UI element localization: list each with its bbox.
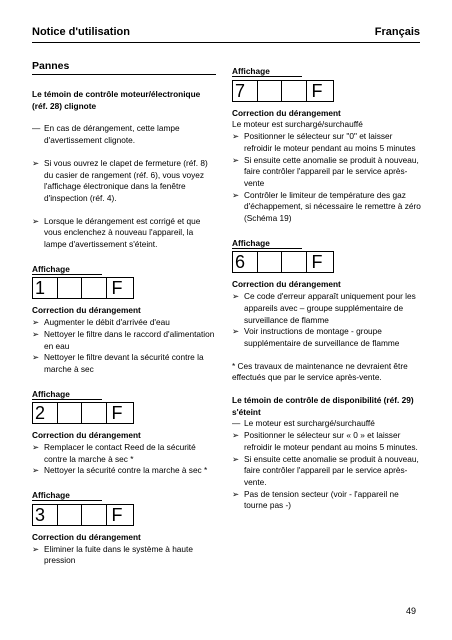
display-label-text: Affichage <box>232 238 302 249</box>
bullet-text: Positionner le sélecteur sur « 0 » et laisser refroidir le moteur pendant au moins 5 minutes. <box>244 430 418 452</box>
error-display-3f <box>32 504 134 526</box>
display-label <box>32 264 216 276</box>
bullet-arrow-icon: ➢ <box>232 154 239 165</box>
correction-subtitle: Le moteur est surchargé/surchauffé <box>232 119 363 130</box>
bullet-text: Si ensuite cette anomalie se produit à nouveau, faire contrôler l'appareil par le service après-vente <box>244 154 419 188</box>
intro-dash-item: — En cas de dérangement, cette lampe d'avertissement clignote. <box>32 123 216 146</box>
bullet-arrow-icon: ➢ <box>232 291 239 302</box>
display-letter: F <box>111 504 123 525</box>
error-display-7f <box>232 80 334 102</box>
bullet-arrow-icon: ➢ <box>32 215 39 226</box>
display-cell-empty <box>58 278 83 298</box>
display-cell-empty <box>82 505 107 525</box>
display-letter: F <box>111 278 123 299</box>
bullet-arrow-icon: ➢ <box>232 189 239 200</box>
display-cell-empty <box>82 278 107 298</box>
display-cell-empty <box>282 81 307 101</box>
error-display-6f <box>232 251 334 273</box>
intro-bullet-2 <box>32 216 216 251</box>
display-cell-empty <box>282 252 307 272</box>
display-digit: 6 <box>233 252 258 272</box>
bullet-arrow-icon: ➢ <box>32 442 39 453</box>
bullet-text: Nettoyer le filtre dans le raccord d'alimentation en eau <box>44 328 215 351</box>
correction-item <box>32 544 216 567</box>
bullet-arrow-icon: ➢ <box>32 328 39 339</box>
bullet-text: Contrôler le limiteur de température des gaz d'échappement, si nécessaire le remettre à zéro (Schéma 19) <box>244 189 421 224</box>
display-letter: F <box>311 252 323 273</box>
right-column <box>232 66 422 512</box>
intro-bullet-1 <box>32 158 216 205</box>
bullet-arrow-icon: ➢ <box>232 453 239 464</box>
bullet-arrow-icon: ➢ <box>32 543 39 554</box>
bullet-arrow-icon: ➢ <box>232 488 239 499</box>
bullet-text: Lorsque le dérangement est corrigé et que vous enclenchez à nouveau l'appareil, la lampe d'avertissement s'éteint. <box>44 215 201 250</box>
page-number: 49 <box>405 606 416 616</box>
correction-item <box>232 291 422 326</box>
availability-title: Le témoin de contrôle de disponibilité (réf. 29) s'éteint <box>232 395 414 417</box>
display-label-text: Affichage <box>232 66 302 77</box>
bullet-text: Remplacer le contact Reed de la sécurité contre la marche à sec * <box>44 442 196 464</box>
correction-item <box>32 317 216 329</box>
display-digit: 2 <box>33 403 58 423</box>
intro-title: Le témoin de contrôle moteur/électronique (réf. 28) clignote <box>32 89 201 111</box>
bullet-arrow-icon: ➢ <box>32 157 39 168</box>
correction-item <box>32 465 216 477</box>
bullet-arrow-icon: ➢ <box>232 131 239 142</box>
display-digit: 7 <box>233 81 258 101</box>
bullet-text: Positionner le sélecteur sur "0" et laisser refroidir le moteur pendant au moins 5 minutes <box>244 131 416 153</box>
correction-item <box>32 442 216 465</box>
display-label <box>232 66 422 78</box>
bullet-arrow-icon: ➢ <box>32 317 39 328</box>
display-label <box>32 490 216 502</box>
availability-item <box>232 489 422 512</box>
correction-title: Correction du dérangement <box>232 107 341 118</box>
display-cell-empty <box>258 81 283 101</box>
display-label-text: Affichage <box>32 264 102 275</box>
header-title: Notice d'utilisation <box>32 26 130 38</box>
display-label-text: Affichage <box>32 490 102 501</box>
bullet-text: Si ensuite cette anomalie se produit à nouveau, faire contrôler l'appareil par le service après-vente. <box>244 453 419 487</box>
correction-item <box>232 155 422 190</box>
bullet-arrow-icon: ➢ <box>32 352 39 363</box>
availability-dash-item: — Le moteur est surchargé/surchauffé <box>232 418 422 430</box>
display-label <box>32 389 216 401</box>
header-divider <box>32 42 420 43</box>
correction-title: Correction du dérangement <box>32 430 141 441</box>
section-title: Pannes <box>32 60 216 75</box>
bullet-text: Nettoyer le filtre devant la sécurité contre la marche à sec <box>44 352 204 374</box>
display-digit: 3 <box>33 505 58 525</box>
bullet-text: Eliminer la fuite dans le système à haute pression <box>44 543 193 566</box>
bullet-text: Ce code d'erreur apparaît uniquement pour les appareils avec – groupe supplémentaire de surveillance de flamme <box>244 291 416 325</box>
bullet-arrow-icon: ➢ <box>232 430 239 441</box>
display-label <box>232 238 422 250</box>
correction-title: Correction du dérangement <box>32 531 141 542</box>
display-cell-empty <box>58 505 83 525</box>
correction-item <box>232 326 422 349</box>
correction-item <box>32 329 216 352</box>
error-display-2f <box>32 402 134 424</box>
display-label-text: Affichage <box>32 389 102 400</box>
bullet-text: Augmenter le débit d'arrivée d'eau <box>44 317 170 328</box>
bullet-arrow-icon: ➢ <box>32 465 39 476</box>
correction-item <box>232 131 422 154</box>
bullet-arrow-icon: ➢ <box>232 326 239 337</box>
availability-item <box>232 454 422 489</box>
display-digit: 1 <box>33 278 58 298</box>
maintenance-note: * Ces travaux de maintenance ne devraient être effectués que par le service après-vente. <box>232 360 408 383</box>
bullet-text: Si vous ouvrez le clapet de fermeture (réf. 8) du casier de rangement (réf. 6), vous voyez l'affichage électronique dans la fenêtre d'inspection (réf. 4). <box>44 157 208 203</box>
error-display-1f <box>32 277 134 299</box>
display-letter: F <box>311 80 323 101</box>
display-cell-empty <box>58 403 83 423</box>
display-cell-empty <box>258 252 283 272</box>
bullet-text: Pas de tension secteur (voir - l'appareil ne tourne pas -) <box>244 488 399 511</box>
display-cell-empty <box>82 403 107 423</box>
left-column <box>32 60 216 567</box>
correction-title: Correction du dérangement <box>232 279 341 290</box>
availability-item <box>232 430 422 453</box>
page-header <box>32 26 420 42</box>
bullet-text: Nettoyer la sécurité contre la marche à sec * <box>44 465 208 476</box>
correction-item <box>232 190 422 225</box>
correction-title: Correction du dérangement <box>32 305 141 316</box>
display-letter: F <box>111 403 123 424</box>
correction-item <box>32 352 216 375</box>
bullet-text: Voir instructions de montage - groupe supplémentaire de surveillance de flamme <box>244 326 400 348</box>
header-language: Français <box>374 26 420 38</box>
